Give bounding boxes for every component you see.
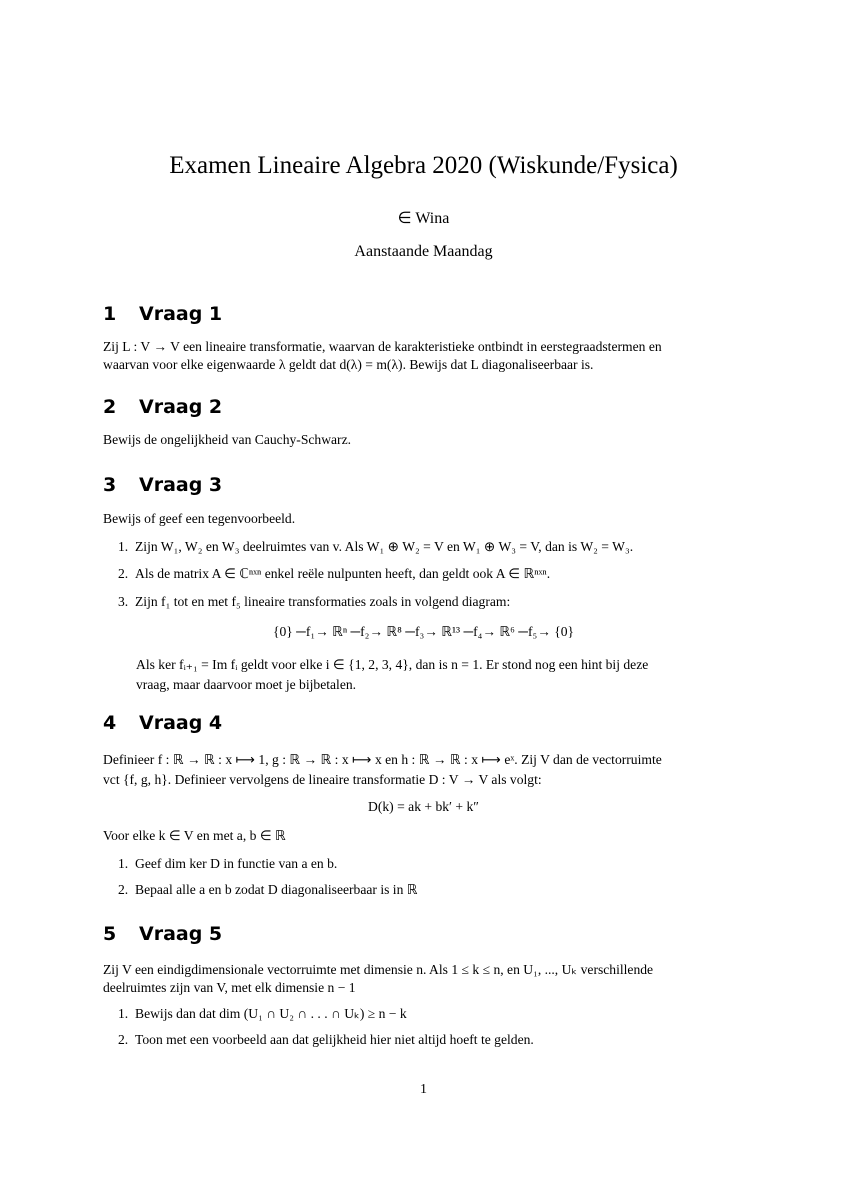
- item-text: Zijn W₁, W₂ en W₃ deelruimtes van v. Als W₁ ⊕ W₂ = V en W₁ ⊕ W₃ = V, dan is W₂ = W₃.: [135, 539, 634, 554]
- section-title: Vraag 1: [139, 303, 223, 325]
- section-number: 1: [103, 303, 117, 325]
- section-number: 2: [103, 396, 117, 418]
- section-4-item-2: [118, 879, 748, 900]
- item-number: 3.: [118, 594, 129, 609]
- section-3-intro: Bewijs of geef een tegenvoorbeeld.: [103, 511, 296, 526]
- section-5-item-1: [118, 1003, 748, 1024]
- section-3-item-3: [118, 591, 748, 612]
- section-3-diagram: {0} ─f₁→ ℝⁿ ─f₂→ ℝ⁸ ─f₃→ ℝ¹³ ─f₄→ ℝ⁶ ─f₅→ {0}: [272, 624, 575, 639]
- document-date: Aanstaande Maandag: [354, 243, 493, 260]
- item-number: 2.: [118, 566, 129, 581]
- document-title: Examen Lineaire Algebra 2020 (Wiskunde/Fysica): [169, 152, 678, 179]
- section-title: Vraag 2: [139, 396, 223, 418]
- section-title: Vraag 5: [139, 923, 223, 945]
- section-4-formula: D(k) = ak + bk′ + k″: [368, 799, 479, 814]
- section-3-item-1: [118, 536, 748, 557]
- section-2-text: Bewijs de ongelijkheid van Cauchy-Schwarz.: [103, 432, 352, 447]
- section-5-text-line1: Zij V een eindigdimensionale vectorruimte met dimensie n. Als 1 ≤ k ≤ n, en U₁, ..., Uₖ verschillende: [103, 962, 654, 977]
- section-1-text-line2: waarvan voor elke eigenwaarde λ geldt dat d(λ) = m(λ). Bewijs dat L diagonaliseerbaar is.: [103, 357, 594, 372]
- section-3-cont-line1: Als ker fᵢ₊₁ = Im fᵢ geldt voor elke i ∈ {1, 2, 3, 4}, dan is n = 1. Er stond nog een hint bij deze: [136, 657, 649, 672]
- section-4-text-line1: Definieer f : ℝ → ℝ : x ⟼ 1, g : ℝ → ℝ : x ⟼ x en h : ℝ → ℝ : x ⟼ eˣ. Zij V dan de vectorruimte: [103, 752, 662, 767]
- item-text: Zijn f₁ tot en met f₅ lineaire transformaties zoals in volgend diagram:: [135, 594, 511, 609]
- item-text: Geef dim ker D in functie van a en b.: [135, 856, 338, 871]
- item-text: Bewijs dan dat dim (U₁ ∩ U₂ ∩ . . . ∩ Uₖ) ≥ n − k: [135, 1006, 407, 1021]
- section-4-item-1: [118, 853, 748, 874]
- section-number: 5: [103, 923, 117, 945]
- section-3-item-2: [118, 563, 748, 584]
- section-title: Vraag 4: [139, 712, 223, 734]
- item-number: 1.: [118, 856, 129, 871]
- section-3-heading: [103, 474, 222, 496]
- section-4-after-text: Voor elke k ∈ V en met a, b ∈ ℝ: [103, 828, 286, 843]
- item-text: Toon met een voorbeeld aan dat gelijkheid hier niet altijd hoeft te gelden.: [135, 1032, 534, 1047]
- section-1-text-line1: Zij L : V → V een lineaire transformatie, waarvan de karakteristieke ontbindt in eerstegraadstermen en: [103, 339, 662, 354]
- section-number: 4: [103, 712, 117, 734]
- section-4-text-line2: vct {f, g, h}. Definieer vervolgens de lineaire transformatie D : V → V als volgt:: [103, 772, 542, 787]
- section-4-heading: [103, 712, 222, 734]
- section-2-heading: [103, 396, 222, 418]
- item-text: Als de matrix A ∈ ℂⁿˣⁿ enkel reële nulpunten heeft, dan geldt ook A ∈ ℝⁿˣⁿ.: [135, 566, 551, 581]
- item-number: 1.: [118, 539, 129, 554]
- item-number: 1.: [118, 1006, 129, 1021]
- page-number: 1: [420, 1082, 427, 1097]
- item-number: 2.: [118, 1032, 129, 1047]
- item-text: Bepaal alle a en b zodat D diagonaliseerbaar is in ℝ: [135, 882, 418, 897]
- document-author: ∈ Wina: [397, 210, 450, 227]
- section-5-item-2: [118, 1029, 748, 1050]
- section-title: Vraag 3: [139, 474, 223, 496]
- section-5-heading: [103, 923, 222, 945]
- section-1-heading: [103, 303, 222, 325]
- section-3-cont-line2: vraag, maar daarvoor moet je bijbetalen.: [136, 677, 357, 692]
- section-5-text-line2: deelruimtes zijn van V, met elk dimensie n − 1: [103, 980, 356, 995]
- section-number: 3: [103, 474, 117, 496]
- item-number: 2.: [118, 882, 129, 897]
